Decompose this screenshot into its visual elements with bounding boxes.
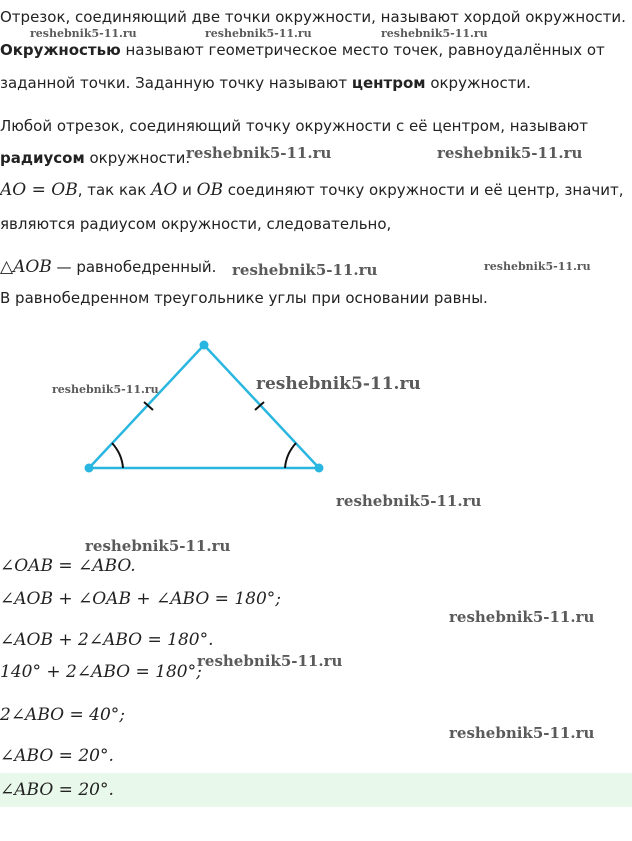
equation-angles-equal: ∠OAB = ∠ABO. bbox=[0, 556, 136, 576]
radius-definition-line2 bbox=[0, 148, 190, 168]
watermark: reshebnik5-11.ru bbox=[85, 537, 231, 555]
watermark: reshebnik5-11.ru bbox=[437, 144, 583, 162]
vertex-o bbox=[200, 341, 209, 350]
watermark: reshebnik5-11.ru bbox=[232, 261, 378, 279]
watermark: reshebnik5-11.ru bbox=[205, 27, 312, 40]
watermark: reshebnik5-11.ru bbox=[336, 492, 482, 510]
watermark: reshebnik5-11.ru bbox=[381, 27, 488, 40]
isosceles-statement bbox=[0, 257, 216, 277]
equation-substitution: ∠AOB + 2∠ABO = 180°. bbox=[0, 630, 214, 650]
side-ao bbox=[89, 345, 204, 468]
statement-text-2: и bbox=[177, 181, 197, 199]
term-radius: радиусом bbox=[0, 149, 85, 167]
math-ao-eq-ob: AO = OB bbox=[0, 180, 78, 200]
watermark: reshebnik5-11.ru bbox=[186, 144, 332, 162]
circle-definition-line1 bbox=[0, 40, 605, 60]
chord-definition: Отрезок, соединяющий две точки окружности, называют хордой окружности. bbox=[0, 8, 626, 26]
isosceles-text: — равнобедренный. bbox=[51, 258, 217, 276]
side-ob bbox=[204, 345, 319, 468]
circle-definition-line2 bbox=[0, 73, 531, 93]
equation-double-angle: 2∠ABO = 40°; bbox=[0, 705, 125, 725]
triangle-vertices bbox=[85, 341, 324, 473]
angle-arc-a bbox=[112, 443, 123, 468]
radii-conclusion: являются радиусом окружности, следовательно, bbox=[0, 215, 392, 233]
watermark: reshebnik5-11.ru bbox=[449, 608, 595, 626]
statement-text-3: соединяют точку окружности и её центр, значит, bbox=[223, 181, 624, 199]
isosceles-triangle-figure bbox=[0, 330, 400, 490]
vertex-b bbox=[315, 464, 324, 473]
term-circle: Окружностью bbox=[0, 41, 121, 59]
radius-definition-line1: Любой отрезок, соединяющий точку окружности с её центром, называют bbox=[0, 117, 588, 135]
watermark: reshebnik5-11.ru bbox=[197, 652, 343, 670]
math-triangle-aob: △AOB bbox=[0, 257, 52, 277]
center-definition-text-a: заданной точки. Заданную точку называют bbox=[0, 74, 352, 92]
answer-text: ∠ABO = 20°. bbox=[0, 780, 114, 800]
watermark: reshebnik5-11.ru bbox=[52, 383, 159, 396]
radius-definition-text: окружности. bbox=[84, 149, 191, 167]
center-definition-text-b: окружности. bbox=[425, 74, 531, 92]
base-angle-arcs bbox=[112, 443, 296, 468]
vertex-a bbox=[85, 464, 94, 473]
equation-known-angle: 140° + 2∠ABO = 180°; bbox=[0, 662, 202, 682]
equal-side-ticks bbox=[144, 402, 264, 410]
triangle-sides bbox=[89, 345, 319, 468]
math-ao: AO bbox=[151, 180, 178, 200]
radii-equal-statement bbox=[0, 180, 624, 200]
term-center: центром bbox=[351, 74, 426, 92]
math-ob: OB bbox=[196, 180, 224, 200]
watermark: reshebnik5-11.ru bbox=[449, 724, 595, 742]
base-angles-rule: В равнобедренном треугольнике углы при основании равны. bbox=[0, 289, 488, 307]
watermark: reshebnik5-11.ru bbox=[256, 374, 421, 394]
watermark: reshebnik5-11.ru bbox=[484, 260, 591, 273]
angle-arc-b bbox=[285, 443, 296, 468]
circle-definition-text: называют геометрическое место точек, равноудалённых от bbox=[120, 41, 605, 59]
statement-text-1: , так как bbox=[77, 181, 152, 199]
watermark: reshebnik5-11.ru bbox=[30, 27, 137, 40]
equation-result: ∠ABO = 20°. bbox=[0, 746, 114, 766]
equation-angle-sum: ∠AOB + ∠OAB + ∠ABO = 180°; bbox=[0, 589, 281, 609]
